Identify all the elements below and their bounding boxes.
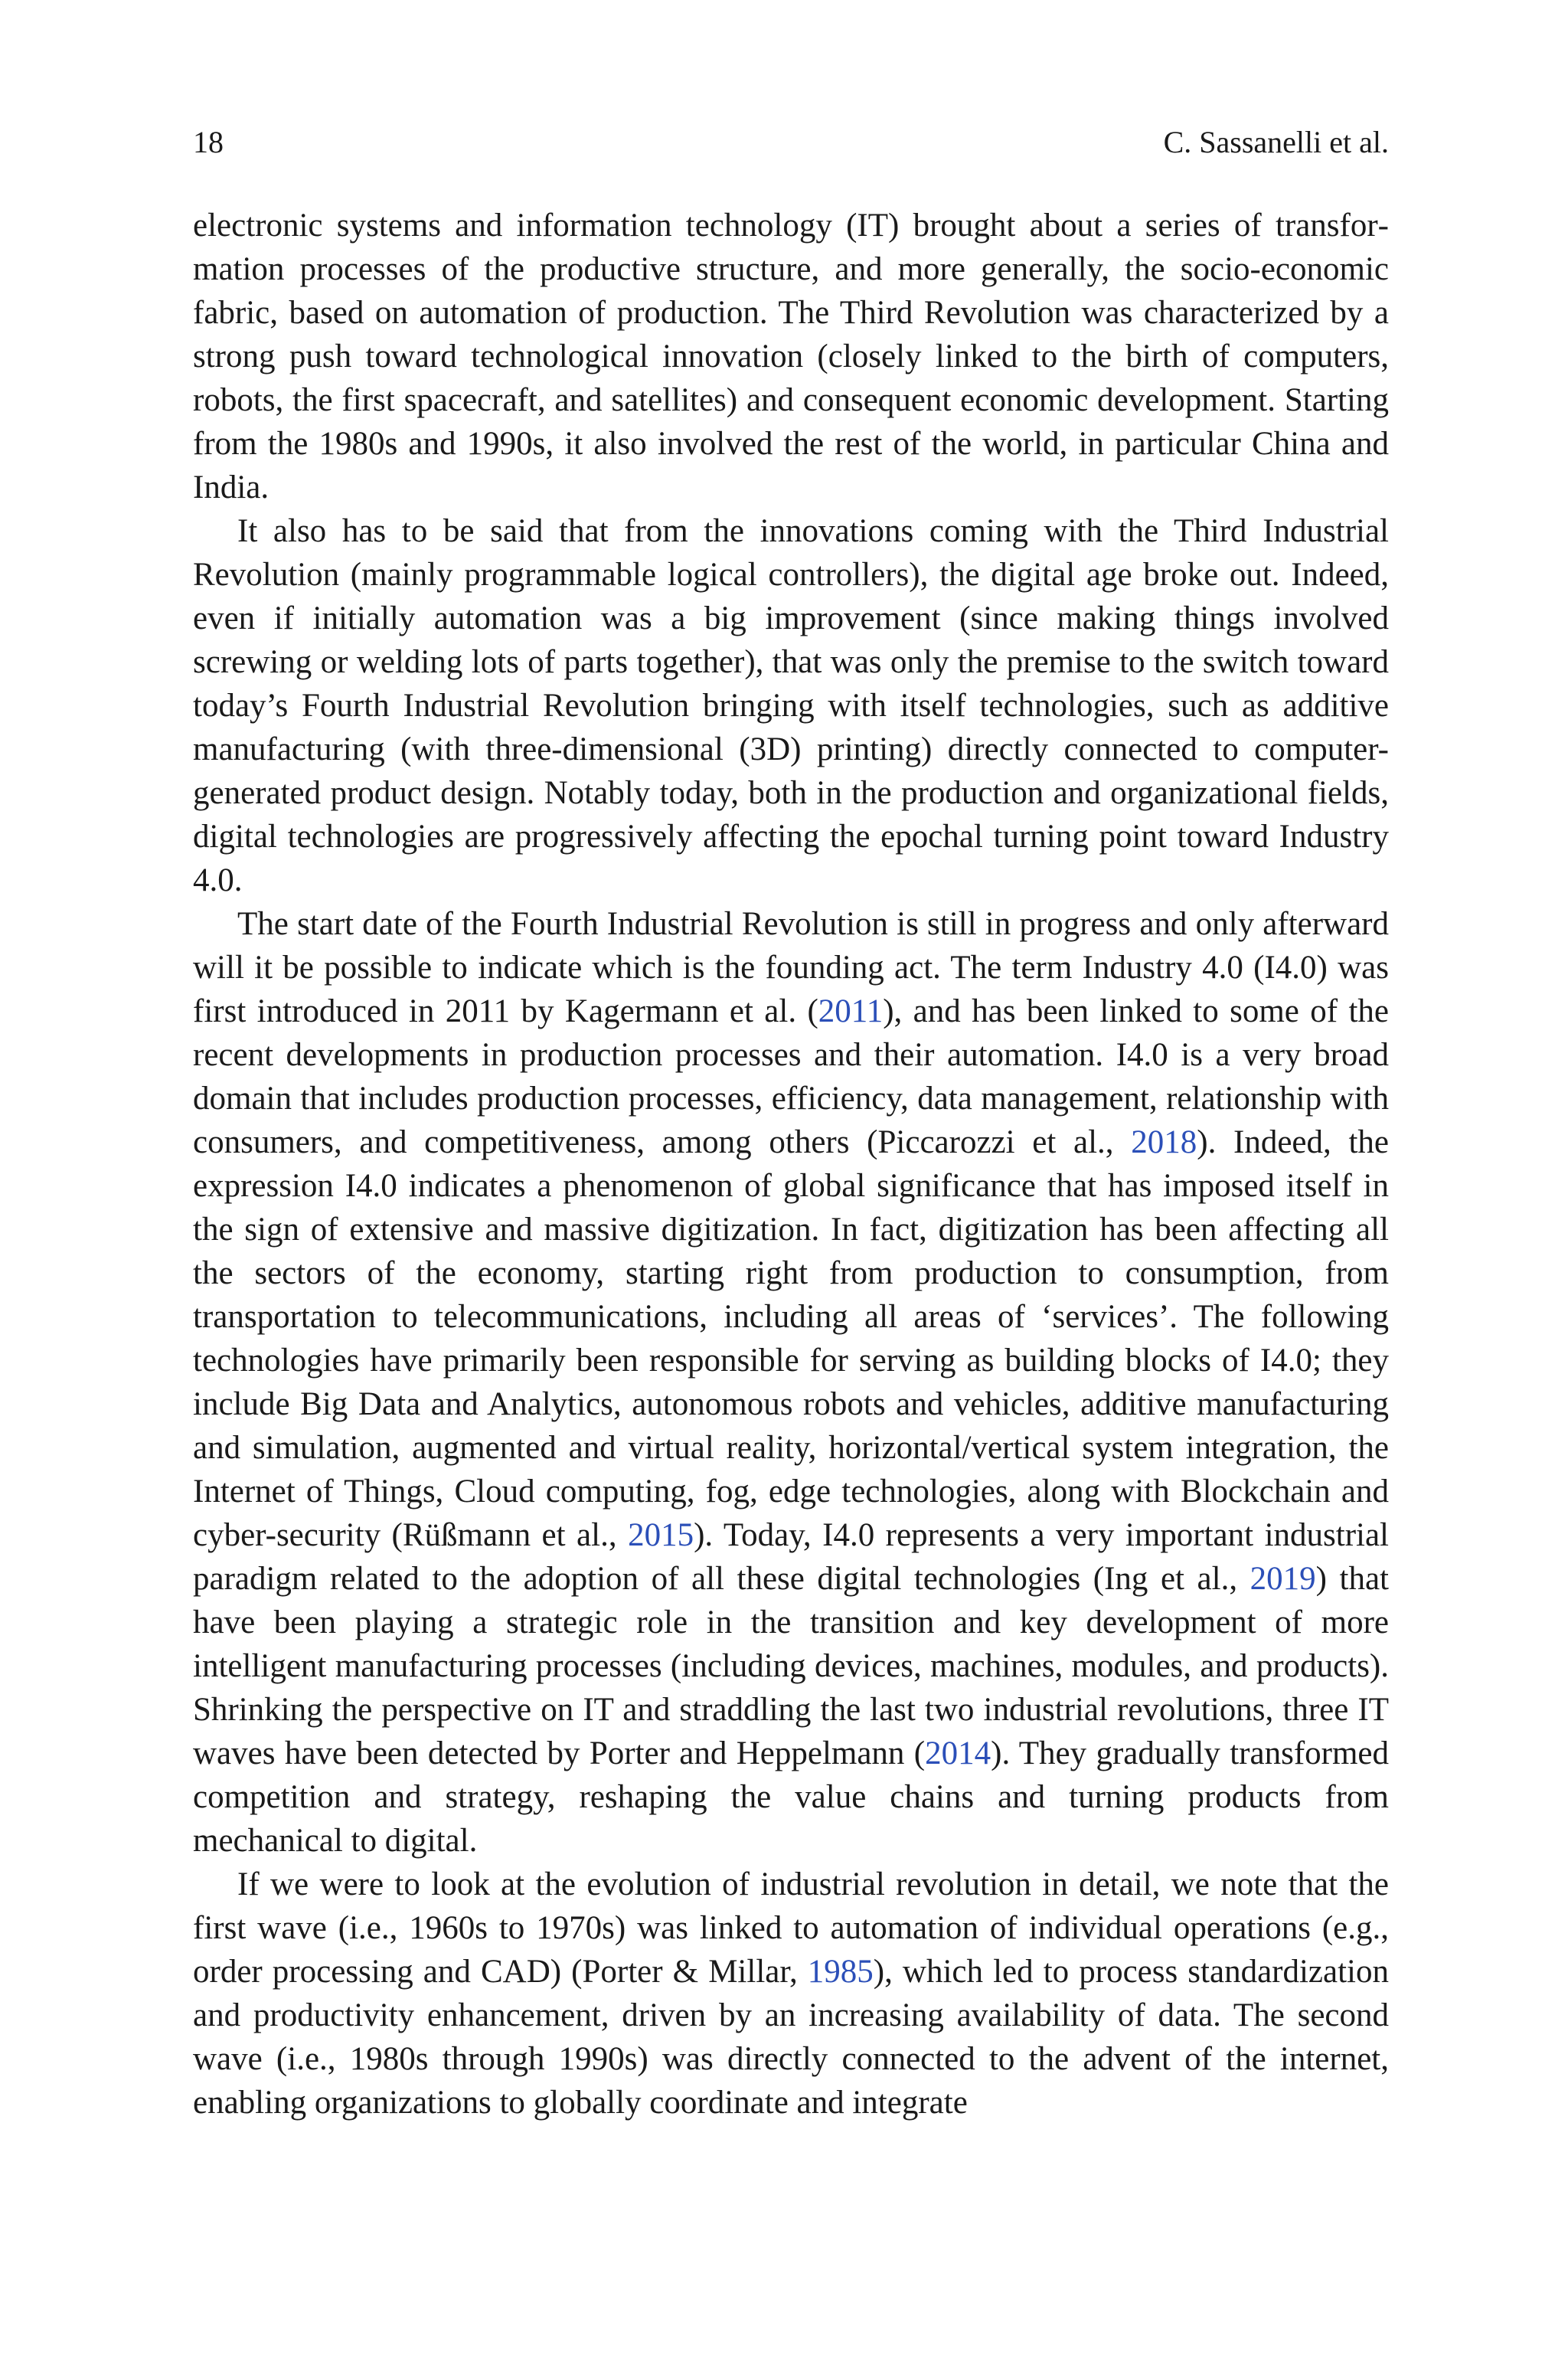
paragraph-text: ). Today, I4.0 represents a very important industrial paradigm related to the adoption of all these digital technologies (Ing et al., (193, 1517, 1389, 1597)
paragraph-text: ) that have been playing a strategic role in the transition and key development of more intelligent manufacturing processes (including devices, machines, modules, and products). Shrinking the perspective on IT and straddling the last two industrial revolutions, three IT waves have been detected by Porter and Heppelmann ( (193, 1561, 1389, 1771)
paragraph-text: ), and has been linked to some of the recent developments in production processes and their automation. I4.0 is a very broad domain that includes production processes, efficiency, data management, relationship with consumers, and competitiveness, among others (Piccarozzi et al., (193, 993, 1389, 1160)
paragraph (193, 509, 1389, 902)
page-header (193, 123, 1389, 162)
paragraph-text: The start date of the Fourth Industrial Revolution is still in progress and only afterward will it be possible to indicate which is the founding act. The term Industry 4.0 (I4.0) was first introduced in 2011 by Kagermann et al. ( (193, 906, 1389, 1029)
paragraph-text: It also has to be said that from the innovations coming with the Third Industrial Revolution (mainly programmable logical controllers), the digital age broke out. Indeed, even if initially automation was a big improvement (since making things involved screwing or welding lots of parts together), that was only the premise to the switch toward today’s Fourth Industrial Revolution bringing with itself technologies, such as additive manufacturing (with three-dimensional (3D) printing) directly connected to computer-generated product design. Notably today, both in the production and organizational fields, digital technologies are progressively affecting the epochal turning point toward Industry 4.0. (193, 513, 1389, 898)
paragraph-text: ). They gradually transformed competition and strategy, reshaping the value chains and turning products from mechanical to digital. (193, 1735, 1389, 1859)
paragraph-text: ). Indeed, the expression I4.0 indicates a phenomenon of global significance that has imposed itself in the sign of extensive and massive digitization. In fact, digitization has been affecting all the sectors of the economy, starting right from production to consumption, from transportation to telecommunications, including all areas of ‘services’. The following technologies have primarily been responsible for serving as building blocks of I4.0; they include Big Data and Analytics, autonomous robots and vehicles, additive manufacturing and simulation, augmented and virtual reality, horizontal/vertical system integration, the Internet of Things, Cloud computing, fog, edge technologies, along with Blockchain and cyber-security (Rüßmann et al., (193, 1124, 1390, 1553)
paragraph-text: If we were to look at the evolution of industrial revolution in detail, we note that the first wave (i.e., 1960s to 1970s) was linked to automation of individual operations (e.g., order processing and CAD) (Porter & Millar, (193, 1866, 1389, 1990)
paragraph (193, 902, 1389, 1863)
citation-link[interactable]: 2018 (1131, 1124, 1197, 1160)
citation-link[interactable]: 2014 (925, 1735, 991, 1771)
paragraph (193, 1863, 1389, 2124)
citation-link[interactable]: 2011 (818, 993, 884, 1029)
citation-link[interactable]: 1985 (807, 1954, 874, 1990)
citation-link[interactable]: 2019 (1250, 1561, 1316, 1597)
page-number: 18 (193, 125, 224, 159)
body-text (193, 204, 1389, 2124)
paragraph-text: ), which led to process standardization and productivity enhancement, driven by an increasing availability of data. The second wave (i.e., 1980s through 1990s) was directly connected to the advent of the internet, enabling organizations to globally coordinate and integrate (193, 1954, 1389, 2121)
paragraph (193, 204, 1389, 509)
running-head: C. Sassanelli et al. (1163, 125, 1389, 159)
paragraph-text: electronic systems and information technology (IT) brought about a series of transformation processes of the productive structure, and more generally, the socio-economic fabric, based on automation of production. The Third Revolution was characterized by a strong push toward technological innovation (closely linked to the birth of computers, robots, the first spacecraft, and satellites) and consequent economic development. Starting from the 1980s and 1990s, it also involved the rest of the world, in particular China and India. (193, 208, 1389, 505)
citation-link[interactable]: 2015 (628, 1517, 694, 1553)
